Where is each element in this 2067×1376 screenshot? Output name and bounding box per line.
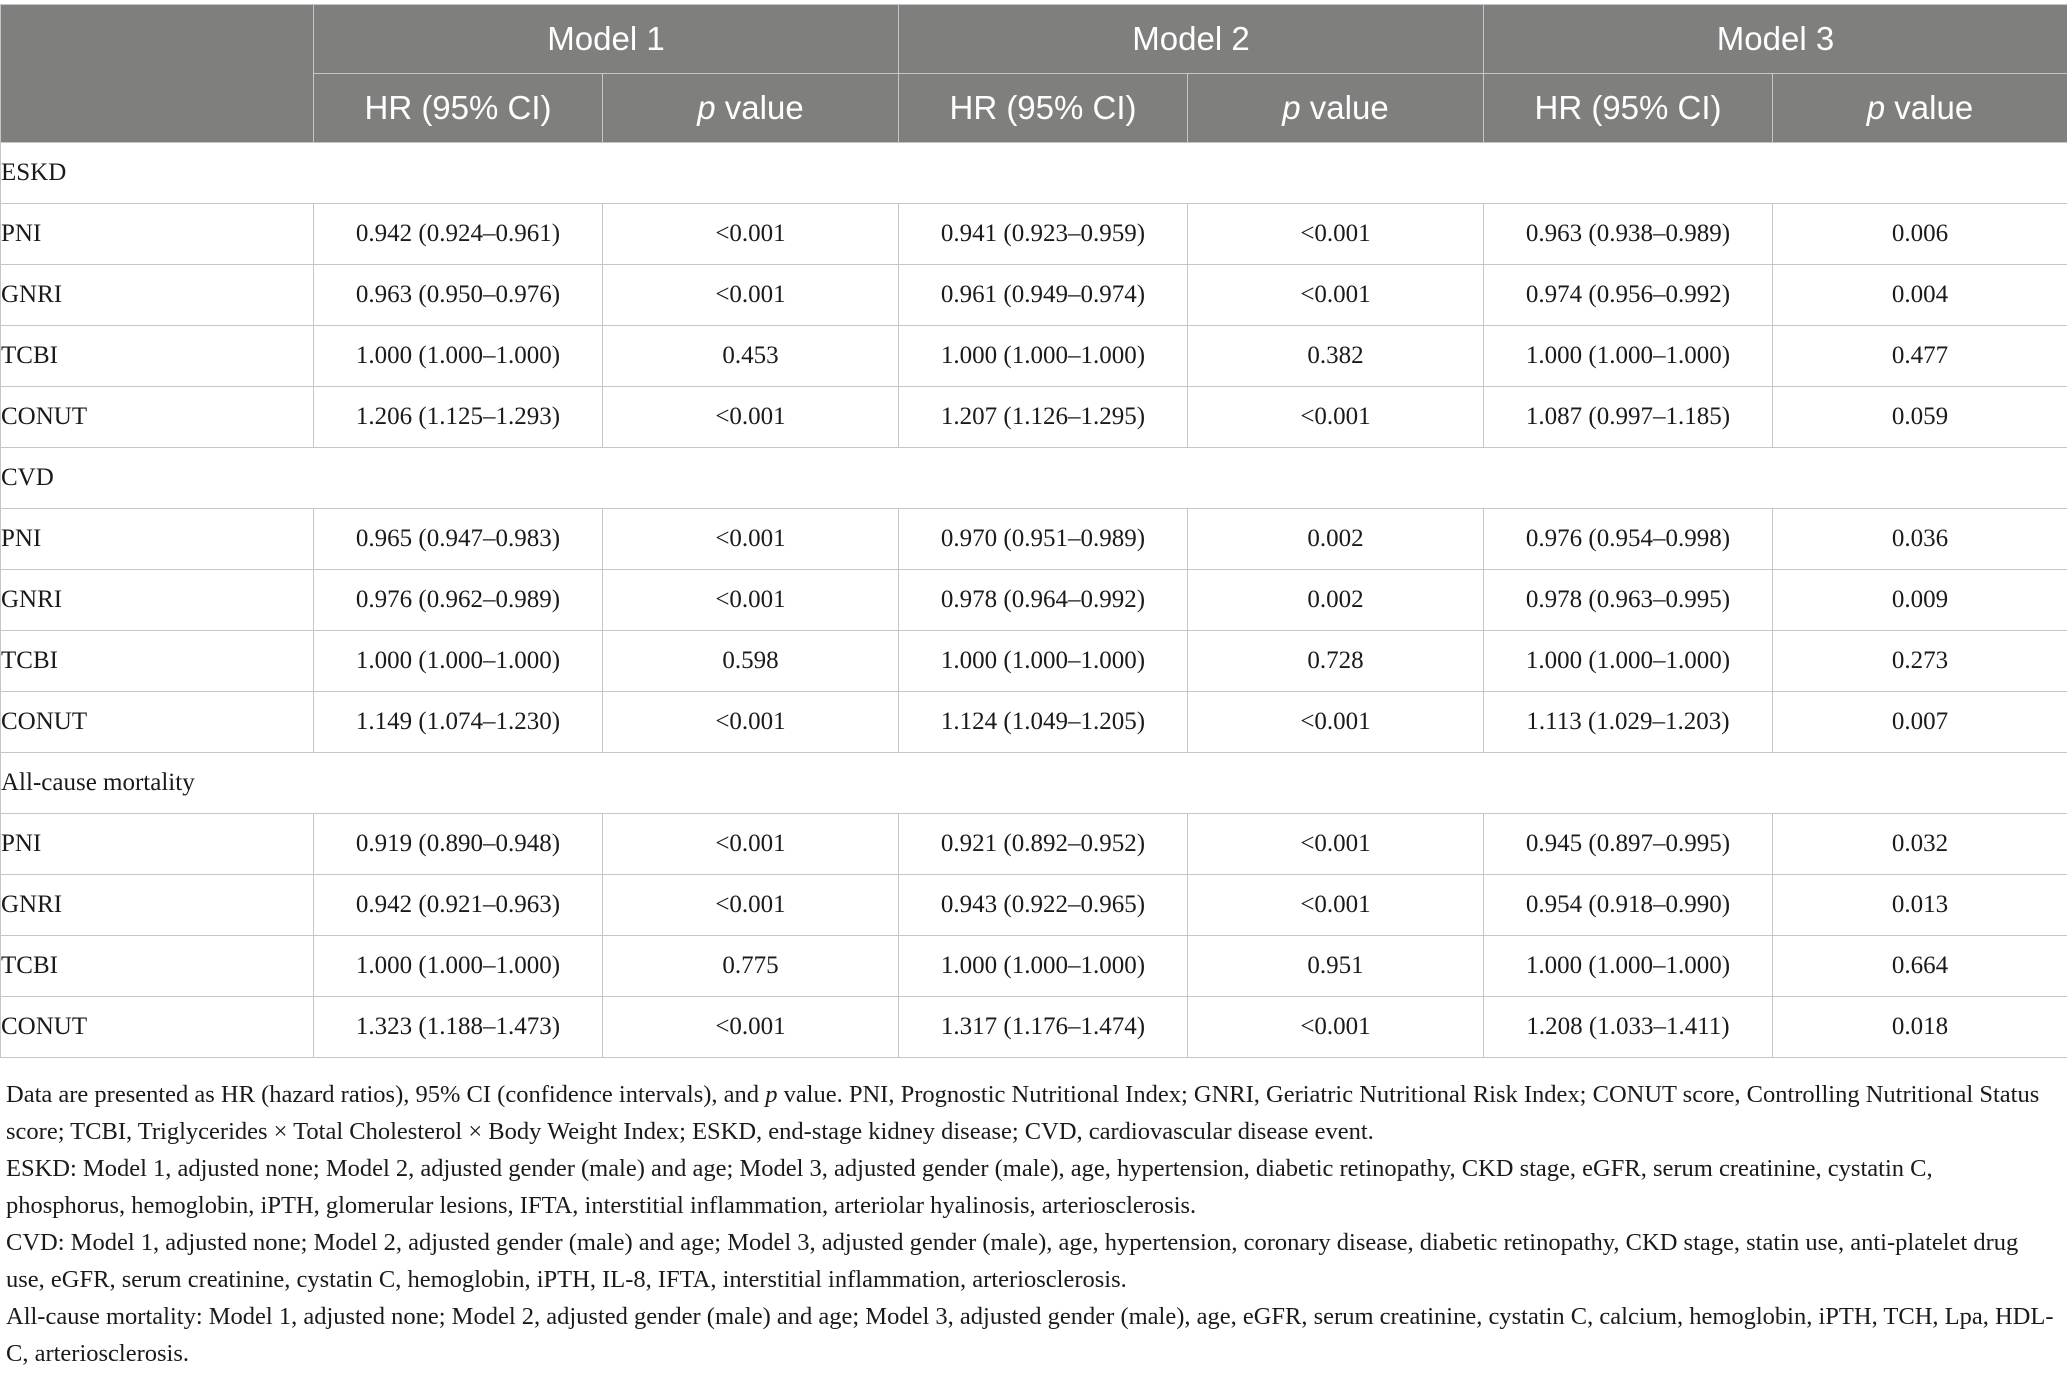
p-value-cell: <0.001 (1188, 204, 1484, 265)
section-row (1, 143, 2067, 204)
p-value-cell: 0.036 (1773, 509, 2067, 570)
p-value-cell: <0.001 (603, 387, 899, 448)
hr-ci-cell: 1.000 (1.000–1.000) (314, 326, 603, 387)
p-value-cell: <0.001 (1188, 997, 1484, 1058)
row-label: GNRI (1, 265, 314, 326)
p-value-cell: 0.004 (1773, 265, 2067, 326)
p-value-cell: 0.002 (1188, 509, 1484, 570)
p-value-cell: 0.007 (1773, 692, 2067, 753)
row-label: TCBI (1, 326, 314, 387)
p-value-cell: <0.001 (1188, 265, 1484, 326)
table-row (1, 814, 2067, 875)
row-label: CONUT (1, 387, 314, 448)
p-value-cell: <0.001 (1188, 387, 1484, 448)
p-value-cell: <0.001 (1188, 875, 1484, 936)
hr-ci-cell: 1.000 (1.000–1.000) (899, 631, 1188, 692)
p-value-cell: 0.032 (1773, 814, 2067, 875)
hr-ci-cell: 1.000 (1.000–1.000) (1484, 936, 1773, 997)
p-value-cell: 0.951 (1188, 936, 1484, 997)
row-label: TCBI (1, 631, 314, 692)
header-model-1: Model 1 (314, 5, 899, 74)
table-row (1, 997, 2067, 1058)
hr-ci-cell: 0.942 (0.921–0.963) (314, 875, 603, 936)
row-label: TCBI (1, 936, 314, 997)
header-hr-ci: HR (95% CI) (1484, 74, 1773, 143)
row-label: GNRI (1, 570, 314, 631)
p-value-cell: 0.728 (1188, 631, 1484, 692)
p-value-cell: <0.001 (603, 570, 899, 631)
hr-ci-cell: 1.000 (1.000–1.000) (1484, 631, 1773, 692)
header-p-value: p value (1773, 74, 2067, 143)
p-value-cell: 0.775 (603, 936, 899, 997)
p-value-cell: <0.001 (603, 875, 899, 936)
p-value-cell: <0.001 (603, 265, 899, 326)
row-label: PNI (1, 814, 314, 875)
table-row (1, 875, 2067, 936)
hr-ci-cell: 0.961 (0.949–0.974) (899, 265, 1188, 326)
row-label: CONUT (1, 692, 314, 753)
p-value-cell: 0.006 (1773, 204, 2067, 265)
p-value-cell: 0.009 (1773, 570, 2067, 631)
hr-ci-cell: 1.124 (1.049–1.205) (899, 692, 1188, 753)
p-value-cell: <0.001 (1188, 814, 1484, 875)
hazard-ratio-table (0, 4, 2067, 1058)
table-row (1, 936, 2067, 997)
table-row (1, 204, 2067, 265)
p-value-cell: 0.273 (1773, 631, 2067, 692)
hr-ci-cell: 1.317 (1.176–1.474) (899, 997, 1188, 1058)
row-label: GNRI (1, 875, 314, 936)
hr-ci-cell: 0.954 (0.918–0.990) (1484, 875, 1773, 936)
hr-ci-cell: 0.978 (0.963–0.995) (1484, 570, 1773, 631)
row-label: CONUT (1, 997, 314, 1058)
p-value-cell: 0.382 (1188, 326, 1484, 387)
section-title: All-cause mortality (1, 753, 2067, 814)
hr-ci-cell: 1.000 (1.000–1.000) (899, 326, 1188, 387)
hr-ci-cell: 1.000 (1.000–1.000) (1484, 326, 1773, 387)
p-value-cell: <0.001 (603, 509, 899, 570)
hr-ci-cell: 1.323 (1.188–1.473) (314, 997, 603, 1058)
hr-ci-cell: 1.113 (1.029–1.203) (1484, 692, 1773, 753)
row-label: PNI (1, 509, 314, 570)
header-p-value: p value (603, 74, 899, 143)
hr-ci-cell: 0.976 (0.954–0.998) (1484, 509, 1773, 570)
hr-ci-cell: 0.945 (0.897–0.995) (1484, 814, 1773, 875)
hr-ci-cell: 0.970 (0.951–0.989) (899, 509, 1188, 570)
table-footnotes (6, 1076, 2056, 1372)
p-value-cell: <0.001 (603, 692, 899, 753)
p-value-cell: 0.453 (603, 326, 899, 387)
table-header (1, 5, 2067, 143)
p-value-cell: 0.013 (1773, 875, 2067, 936)
p-value-cell: <0.001 (603, 204, 899, 265)
p-value-cell: 0.477 (1773, 326, 2067, 387)
p-value-cell: 0.059 (1773, 387, 2067, 448)
hr-ci-cell: 1.149 (1.074–1.230) (314, 692, 603, 753)
hr-ci-cell: 0.921 (0.892–0.952) (899, 814, 1188, 875)
section-row (1, 753, 2067, 814)
hr-ci-cell: 0.976 (0.962–0.989) (314, 570, 603, 631)
hr-ci-cell: 1.208 (1.033–1.411) (1484, 997, 1773, 1058)
hr-ci-cell: 0.943 (0.922–0.965) (899, 875, 1188, 936)
hr-ci-cell: 1.000 (1.000–1.000) (314, 936, 603, 997)
hr-ci-cell: 1.207 (1.126–1.295) (899, 387, 1188, 448)
hr-ci-cell: 0.919 (0.890–0.948) (314, 814, 603, 875)
footnote-eskd: ESKD: Model 1, adjusted none; Model 2, adjusted gender (male) and age; Model 3, adjusted gender (male), age, hypertension, diabetic retinopathy, CKD stage, eGFR, serum creatinine, cystatin C, phosphorus, hemoglobin, iPTH, glomerular lesions, IFTA, interstitial inflammation, arteriolar hyalinosis, arteriosclerosis. (6, 1155, 1933, 1219)
row-label: PNI (1, 204, 314, 265)
footnote-mortality: All-cause mortality: Model 1, adjusted none; Model 2, adjusted gender (male) and age; Model 3, adjusted gender (male), age, eGFR, serum creatinine, cystatin C, calcium, hemoglobin, iPTH, TCH, Lpa, HDL-C, arteriosclerosis. (6, 1303, 2054, 1367)
section-row (1, 448, 2067, 509)
hr-ci-cell: 0.974 (0.956–0.992) (1484, 265, 1773, 326)
hr-ci-cell: 0.963 (0.950–0.976) (314, 265, 603, 326)
hr-ci-cell: 1.000 (1.000–1.000) (899, 936, 1188, 997)
p-value-cell: <0.001 (603, 814, 899, 875)
header-p-value: p value (1188, 74, 1484, 143)
hr-ci-cell: 0.963 (0.938–0.989) (1484, 204, 1773, 265)
table-row (1, 387, 2067, 448)
table-row (1, 509, 2067, 570)
p-value-cell: 0.664 (1773, 936, 2067, 997)
p-value-cell: <0.001 (603, 997, 899, 1058)
table-row (1, 631, 2067, 692)
header-corner-cell (1, 5, 314, 143)
footnote-intro: Data are presented as HR (hazard ratios), 95% CI (confidence intervals), and p value. PNI, Prognostic Nutritional Index; GNRI, Geriatric Nutritional Risk Index; CONUT score, Controlling Nutritional Status score; TCBI, Triglycerides × Total Cholesterol × Body Weight Index; ESKD, end-stage kidney disease; CVD, cardiovascular disease event. (6, 1081, 2040, 1145)
hr-ci-cell: 0.965 (0.947–0.983) (314, 509, 603, 570)
p-value-cell: 0.598 (603, 631, 899, 692)
footnote-cvd: CVD: Model 1, adjusted none; Model 2, adjusted gender (male) and age; Model 3, adjusted gender (male), age, hypertension, coronary disease, diabetic retinopathy, CKD stage, statin use, anti-platelet drug use, eGFR, serum creatinine, cystatin C, hemoglobin, iPTH, IL-8, IFTA, interstitial inflammation, arteriosclerosis. (6, 1229, 2019, 1293)
p-value-cell: 0.002 (1188, 570, 1484, 631)
header-model-2: Model 2 (899, 5, 1484, 74)
hr-ci-cell: 1.000 (1.000–1.000) (314, 631, 603, 692)
header-model-3: Model 3 (1484, 5, 2067, 74)
hr-ci-cell: 0.941 (0.923–0.959) (899, 204, 1188, 265)
table-body (1, 143, 2067, 1058)
table-row (1, 326, 2067, 387)
hr-ci-cell: 1.087 (0.997–1.185) (1484, 387, 1773, 448)
table-row (1, 692, 2067, 753)
hr-ci-cell: 0.978 (0.964–0.992) (899, 570, 1188, 631)
table-row (1, 265, 2067, 326)
header-hr-ci: HR (95% CI) (314, 74, 603, 143)
p-value-cell: <0.001 (1188, 692, 1484, 753)
table-row (1, 570, 2067, 631)
section-title: ESKD (1, 143, 2067, 204)
p-value-cell: 0.018 (1773, 997, 2067, 1058)
hr-ci-cell: 0.942 (0.924–0.961) (314, 204, 603, 265)
header-hr-ci: HR (95% CI) (899, 74, 1188, 143)
section-title: CVD (1, 448, 2067, 509)
hr-ci-cell: 1.206 (1.125–1.293) (314, 387, 603, 448)
